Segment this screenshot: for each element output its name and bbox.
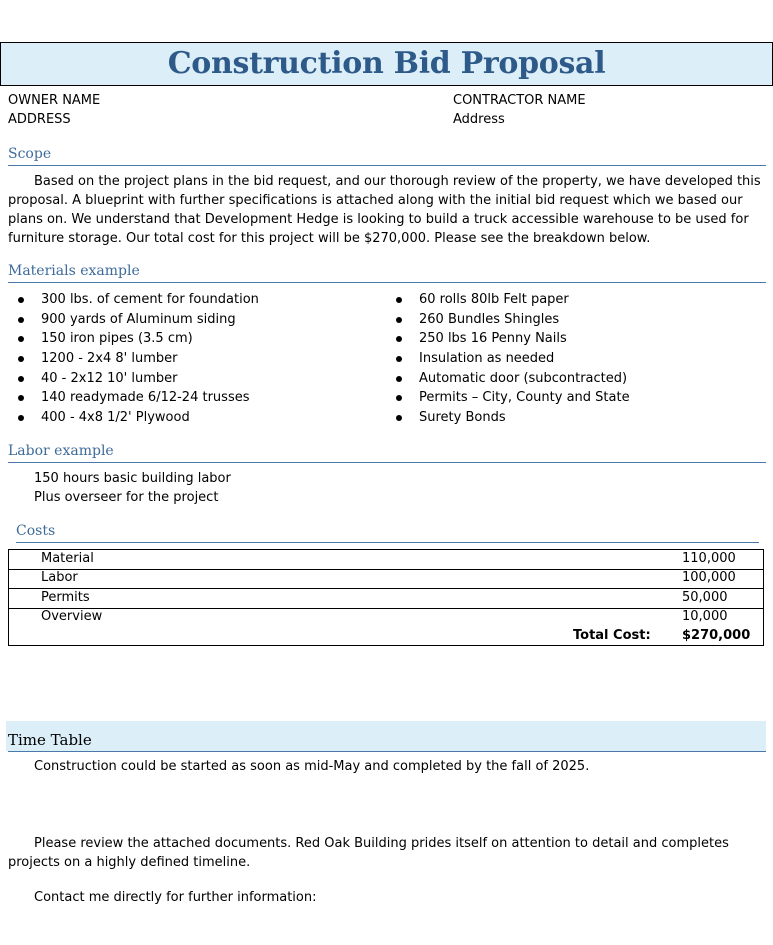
closing-contact: Contact me directly for further information:: [34, 890, 317, 905]
scope-heading: Scope: [8, 146, 52, 162]
owner-name: OWNER NAME: [8, 93, 101, 108]
material-item: Insulation as needed: [386, 349, 630, 369]
materials-rule: [8, 282, 766, 283]
document-title: Construction Bid Proposal: [167, 46, 606, 81]
closing-paragraph: [8, 834, 765, 872]
materials-list-left: [8, 290, 259, 428]
cost-value: 110,000: [682, 551, 736, 566]
cost-value: 10,000: [682, 609, 728, 624]
material-item: 60 rolls 80lb Felt paper: [386, 290, 630, 310]
costs-table: [8, 549, 764, 646]
cost-label: Labor: [41, 570, 78, 585]
table-row: [9, 569, 763, 589]
material-item: 400 - 4x8 1/2' Plywood: [8, 408, 259, 428]
labor-line: 150 hours basic building labor: [34, 471, 231, 486]
contractor-name: CONTRACTOR NAME: [453, 93, 586, 108]
cost-value: 50,000: [682, 590, 728, 605]
cost-label: Permits: [41, 590, 90, 605]
cost-label: Material: [41, 551, 94, 566]
material-item: 1200 - 2x4 8' lumber: [8, 349, 259, 369]
material-item: Permits – City, County and State: [386, 388, 630, 408]
table-row: [9, 608, 763, 627]
materials-list-right: [386, 290, 630, 428]
timetable-text: Construction could be started as soon as mid-May and completed by the fall of 2025.: [34, 759, 590, 774]
cost-value: 100,000: [682, 570, 736, 585]
material-item: 40 - 2x12 10' lumber: [8, 369, 259, 389]
material-item: 150 iron pipes (3.5 cm): [8, 329, 259, 349]
total-row: [9, 627, 763, 646]
materials-heading: Materials example: [8, 263, 140, 279]
table-row: [9, 550, 763, 570]
timetable-heading: Time Table: [8, 731, 92, 749]
labor-line: Plus overseer for the project: [34, 490, 219, 505]
table-row: [9, 589, 763, 609]
material-item: 250 lbs 16 Penny Nails: [386, 329, 630, 349]
cost-label: Overview: [41, 609, 103, 624]
material-item: Surety Bonds: [386, 408, 630, 428]
material-item: 900 yards of Aluminum siding: [8, 310, 259, 330]
labor-rule: [8, 462, 766, 463]
costs-heading: Costs: [16, 523, 56, 539]
costs-rule: [16, 542, 759, 543]
labor-heading: Labor example: [8, 443, 114, 459]
material-item: Automatic door (subcontracted): [386, 369, 630, 389]
material-item: 140 readymade 6/12-24 trusses: [8, 388, 259, 408]
contractor-address: Address: [453, 112, 505, 127]
total-label: Total Cost:: [573, 628, 651, 643]
timetable-rule: [8, 751, 766, 752]
scope-paragraph: [8, 172, 765, 248]
total-value: $270,000: [682, 628, 751, 643]
owner-address: ADDRESS: [8, 112, 71, 127]
title-banner: [0, 42, 773, 86]
timetable-banner: [6, 721, 766, 751]
closing-review: Please review the attached documents. Red Oak Building prides itself on attention to detail and completes projects on a highly defined timeline.: [8, 836, 729, 870]
material-item: 260 Bundles Shingles: [386, 310, 630, 330]
material-item: 300 lbs. of cement for foundation: [8, 290, 259, 310]
scope-rule: [8, 165, 766, 166]
scope-text: Based on the project plans in the bid request, and our thorough review of the property, we have developed this proposal. A blueprint with further specifications is attached along with the initial bid request which we based our plans on. We understand that Development Hedge is looking to build a truck accessible warehouse to be used for furniture storage. Our total cost for this project will be $270,000. Please see the breakdown below.: [8, 174, 761, 246]
